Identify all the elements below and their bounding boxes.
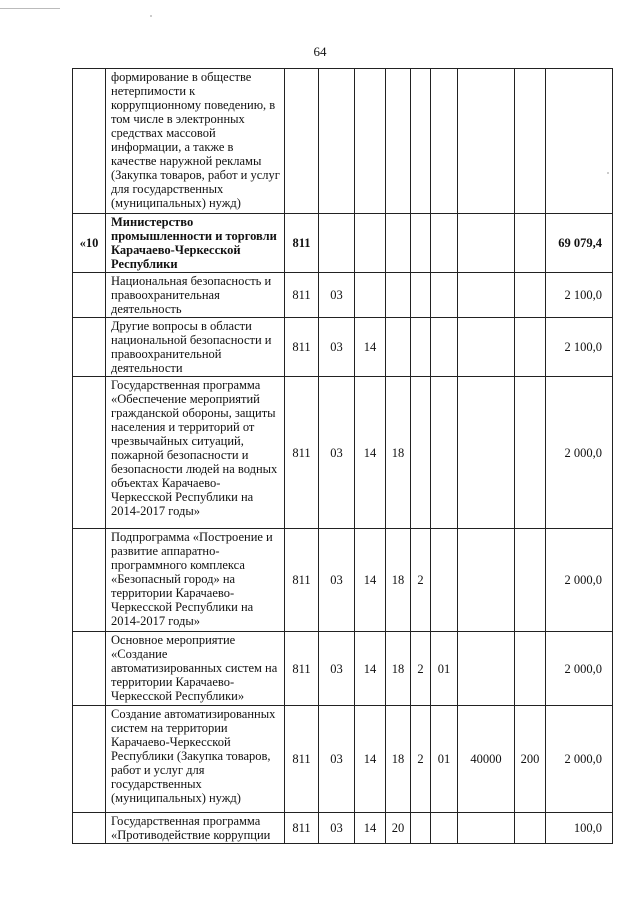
measure-code-cell [431,69,458,214]
section-code-cell: 03 [319,706,355,813]
amount-cell: 2 000,0 [546,632,613,706]
direction-code-cell [458,529,515,632]
subprogram-code-cell: 2 [411,706,431,813]
measure-code-cell [431,377,458,529]
subsection-code-cell: 14 [355,377,386,529]
section-code-cell: 03 [319,529,355,632]
direction-code-cell: 40000 [458,706,515,813]
subprogram-code-cell [411,69,431,214]
table-row [73,214,613,273]
section-code-cell: 03 [319,377,355,529]
ministry-code-cell [285,69,319,214]
program-code-cell: 18 [386,377,411,529]
expense-type-cell [515,273,546,318]
section-code-cell: 03 [319,318,355,377]
subprogram-code-cell [411,273,431,318]
subprogram-code-cell: 2 [411,529,431,632]
row-number-cell [73,813,106,844]
measure-code-cell [431,214,458,273]
ministry-code-cell: 811 [285,529,319,632]
section-code-cell [319,69,355,214]
ministry-code-cell: 811 [285,632,319,706]
program-code-cell: 20 [386,813,411,844]
table-row [73,529,613,632]
row-number-cell [73,632,106,706]
subsection-code-cell: 14 [355,632,386,706]
measure-code-cell [431,813,458,844]
scan-artifact-dot [150,15,152,17]
amount-cell: 2 100,0 [546,273,613,318]
subprogram-code-cell: 2 [411,632,431,706]
section-code-cell: 03 [319,273,355,318]
scan-artifact-line [0,8,60,9]
expense-type-cell [515,69,546,214]
budget-table [72,68,613,844]
expense-type-cell [515,214,546,273]
subprogram-code-cell [411,214,431,273]
table-row [73,69,613,214]
measure-code-cell: 01 [431,706,458,813]
ministry-code-cell: 811 [285,273,319,318]
subsection-code-cell [355,69,386,214]
subsection-code-cell [355,273,386,318]
table-row [73,706,613,813]
amount-cell: 100,0 [546,813,613,844]
amount-cell [546,69,613,214]
row-number-cell: «10 [73,214,106,273]
table-row [73,377,613,529]
amount-cell: 2 000,0 [546,706,613,813]
description-cell: Основное мероприятие «Создание автоматизированных систем на территории Карачаево-Черкесской Республики» [106,632,285,706]
expense-type-cell [515,529,546,632]
ministry-code-cell: 811 [285,377,319,529]
ministry-code-cell: 811 [285,318,319,377]
subsection-code-cell [355,214,386,273]
description-cell: Создание автоматизированных систем на территории Карачаево-Черкесской Республики (Закупка товаров, работ и услуг для государственных (муниципальных) нужд) [106,706,285,813]
subprogram-code-cell [411,377,431,529]
description-cell: Подпрограмма «Построение и развитие аппаратно-программного комплекса «Безопасный город» на территории Карачаево-Черкесской Республики на 2014-2017 годы» [106,529,285,632]
ministry-code-cell: 811 [285,214,319,273]
subprogram-code-cell [411,813,431,844]
program-code-cell [386,214,411,273]
amount-cell: 2 000,0 [546,377,613,529]
ministry-code-cell: 811 [285,813,319,844]
expense-type-cell [515,377,546,529]
description-cell: Государственная программа «Противодействие коррупции [106,813,285,844]
subsection-code-cell: 14 [355,529,386,632]
expense-type-cell [515,632,546,706]
direction-code-cell [458,632,515,706]
row-number-cell [73,529,106,632]
expense-type-cell: 200 [515,706,546,813]
row-number-cell [73,273,106,318]
description-cell: Национальная безопасность и правоохранительная деятельность [106,273,285,318]
row-number-cell [73,318,106,377]
ministry-code-cell: 811 [285,706,319,813]
description-cell: Другие вопросы в области национальной безопасности и правоохранительной деятельности [106,318,285,377]
row-number-cell [73,706,106,813]
program-code-cell: 18 [386,706,411,813]
amount-cell: 69 079,4 [546,214,613,273]
program-code-cell: 18 [386,632,411,706]
direction-code-cell [458,813,515,844]
description-cell: формирование в обществе нетерпимости к коррупционному поведению, в том числе в электронных средствах массовой информации, а также в качестве наружной рекламы (Закупка товаров, работ и услуг для государственных (муниципальных) нужд) [106,69,285,214]
table-row [73,632,613,706]
program-code-cell: 18 [386,529,411,632]
program-code-cell [386,273,411,318]
amount-cell: 2 000,0 [546,529,613,632]
measure-code-cell [431,273,458,318]
expense-type-cell [515,318,546,377]
direction-code-cell [458,318,515,377]
table-row [73,318,613,377]
direction-code-cell [458,214,515,273]
description-cell: Министерство промышленности и торговли Карачаево-Черкесской Республики [106,214,285,273]
direction-code-cell [458,69,515,214]
subsection-code-cell: 14 [355,706,386,813]
section-code-cell: 03 [319,632,355,706]
section-code-cell: 03 [319,813,355,844]
description-cell: Государственная программа «Обеспечение мероприятий гражданской обороны, защиты населения и территорий от чрезвычайных ситуаций, пожарной безопасности и безопасности людей на водных объектах Карачаево-Черкесской Республики на 2014-2017 годы» [106,377,285,529]
measure-code-cell [431,529,458,632]
program-code-cell [386,69,411,214]
row-number-cell [73,69,106,214]
section-code-cell [319,214,355,273]
row-number-cell [73,377,106,529]
measure-code-cell [431,318,458,377]
direction-code-cell [458,377,515,529]
table-row [73,813,613,844]
table-row [73,273,613,318]
subprogram-code-cell [411,318,431,377]
amount-cell: 2 100,0 [546,318,613,377]
direction-code-cell [458,273,515,318]
subsection-code-cell: 14 [355,813,386,844]
subsection-code-cell: 14 [355,318,386,377]
program-code-cell [386,318,411,377]
page-number: 64 [313,44,327,59]
measure-code-cell: 01 [431,632,458,706]
expense-type-cell [515,813,546,844]
